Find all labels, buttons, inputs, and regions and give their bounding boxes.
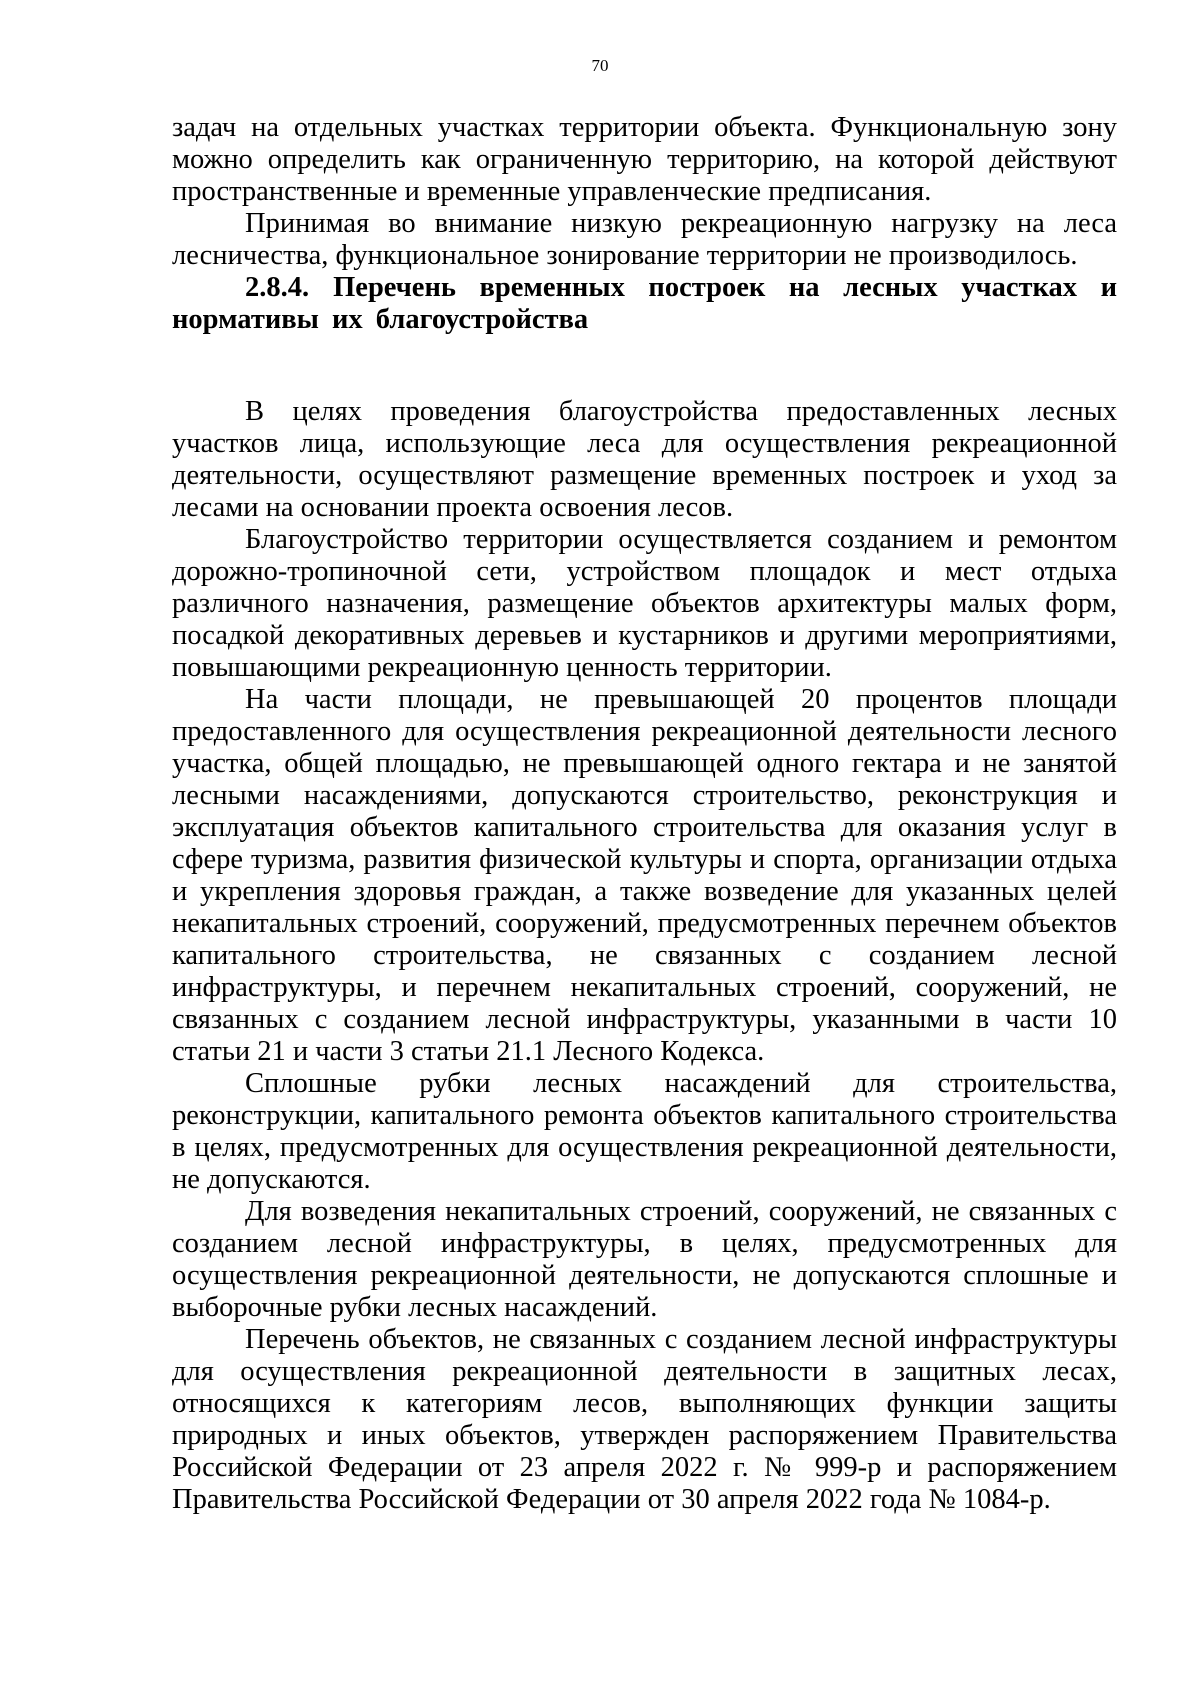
intro-paragraph-1: задач на отдельных участках территории объекта. Функциональную зону можно определить как ограниченную территорию, на которой действуют пространственные и временные управленческие предписания.: [172, 112, 1117, 207]
body-paragraph-2: Благоустройство территории осуществляется созданием и ремонтом дорожно-тропиночной сети, устройством площадок и мест отдыха различного назначения, размещение объектов архитектуры малых форм, посадкой декоративных деревьев и кустарников и другими мероприятиями, повышающими рекреационную ценность территории.: [172, 524, 1117, 683]
page-number: 70: [591, 56, 609, 75]
section-title: Перечень временных построек на лесных участках и нормативы их благоустройства: [172, 272, 1117, 335]
body-paragraph-1: В целях проведения благоустройства предоставленных лесных участков лица, использующие леса для осуществления рекреационной деятельности, осуществляют размещение временных построек и уход за лесами на основании проекта освоения лесов.: [172, 396, 1117, 523]
page-content: [172, 112, 1117, 1516]
intro-paragraph-2: Принимая во внимание низкую рекреационную нагрузку на леса лесничества, функциональное зонирование территории не производилось.: [172, 208, 1117, 271]
body-paragraph-5: Для возведения некапитальных строений, сооружений, не связанных с созданием лесной инфраструктуры, в целях, предусмотренных для осуществления рекреационной деятельности, не допускаются сплошные и выборочные рубки лесных насаждений.: [172, 1196, 1117, 1323]
body-paragraph-3: На части площади, не превышающей 20 процентов площади предоставленного для осуществления рекреационной деятельности лесного участка, общей площадью, не превышающей одного гектара и не занятой лесными насаждениями, допускаются строительство, реконструкция и эксплуатация объектов капитального строительства для оказания услуг в сфере туризма, развития физической культуры и спорта, организации отдыха и укрепления здоровья граждан, а также возведение для указанных целей некапитальных строений, сооружений, предусмотренных перечнем объектов капитального строительства, не связанных с созданием лесной инфраструктуры, и перечнем некапитальных строений, сооружений, не связанных с созданием лесной инфраструктуры, указанными в части 10 статьи 21 и части 3 статьи 21.1 Лесного Кодекса.: [172, 684, 1117, 1067]
section-body: [172, 396, 1117, 1516]
body-paragraph-4: Сплошные рубки лесных насаждений для строительства, реконструкции, капитального ремонта объектов капитального строительства в целях, предусмотренных для осуществления рекреационной деятельности, не допускаются.: [172, 1068, 1117, 1195]
section-number: 2.8.4.: [245, 272, 310, 303]
section-heading: [172, 272, 1117, 336]
body-paragraph-6: Перечень объектов, не связанных с созданием лесной инфраструктуры для осуществления рекреационной деятельности в защитных лесах, относящихся к категориям лесов, выполняющих функции защиты природных и иных объектов, утвержден распоряжением Правительства Российской Федерации от 23 апреля 2022 г. № 999-р и распоряжением Правительства Российской Федерации от 30 апреля 2022 года № 1084-р.: [172, 1324, 1117, 1515]
